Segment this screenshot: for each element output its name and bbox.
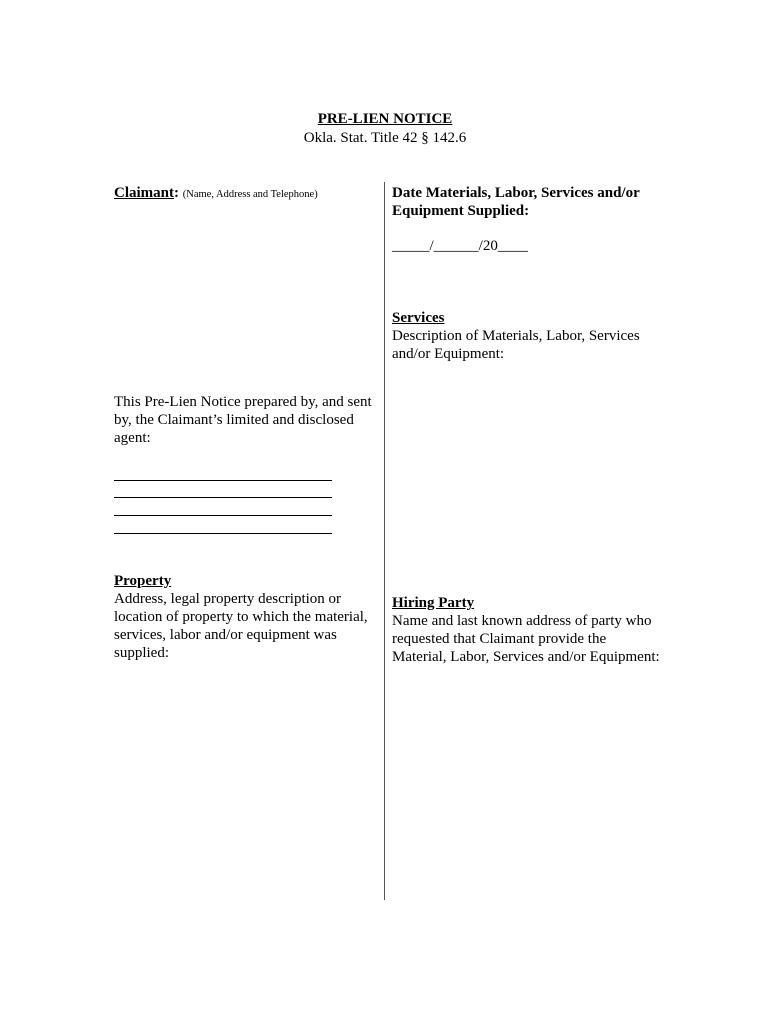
claimant-label: Claimant <box>114 185 174 201</box>
property-heading: Property <box>114 573 172 589</box>
services-description: Description of Materials, Labor, Services and/or Equipment: <box>392 328 640 362</box>
column-divider <box>384 182 385 900</box>
claimant-colon: : <box>174 185 179 201</box>
agent-blank-line-1[interactable] <box>114 480 332 481</box>
agent-blank-line-3[interactable] <box>114 515 332 516</box>
property-description: Address, legal property description or location of property to which the material, services, labor and/or equipment was supplied: <box>114 591 368 661</box>
date-supplied-heading: Date Materials, Labor, Services and/or Equipment Supplied: <box>392 185 640 219</box>
agent-blank-line-4[interactable] <box>114 533 332 534</box>
hiring-party-heading: Hiring Party <box>392 595 475 611</box>
statute-citation: Okla. Stat. Title 42 § 142.6 <box>303 130 467 146</box>
claimant-note: (Name, Address and Telephone) <box>182 189 318 200</box>
agent-blank-line-2[interactable] <box>114 497 332 498</box>
services-heading: Services <box>392 310 445 326</box>
hiring-party-description: Name and last known address of party who requested that Claimant provide the Material, Labor, Services and/or Equipment: <box>392 613 660 665</box>
claimant-section <box>114 184 374 204</box>
date-supplied-blank[interactable]: _____/______/20____ <box>392 238 528 254</box>
page-title: PRE-LIEN NOTICE <box>317 111 453 127</box>
agent-statement: This Pre-Lien Notice prepared by, and sent by, the Claimant’s limited and disclosed agent: <box>114 394 372 446</box>
